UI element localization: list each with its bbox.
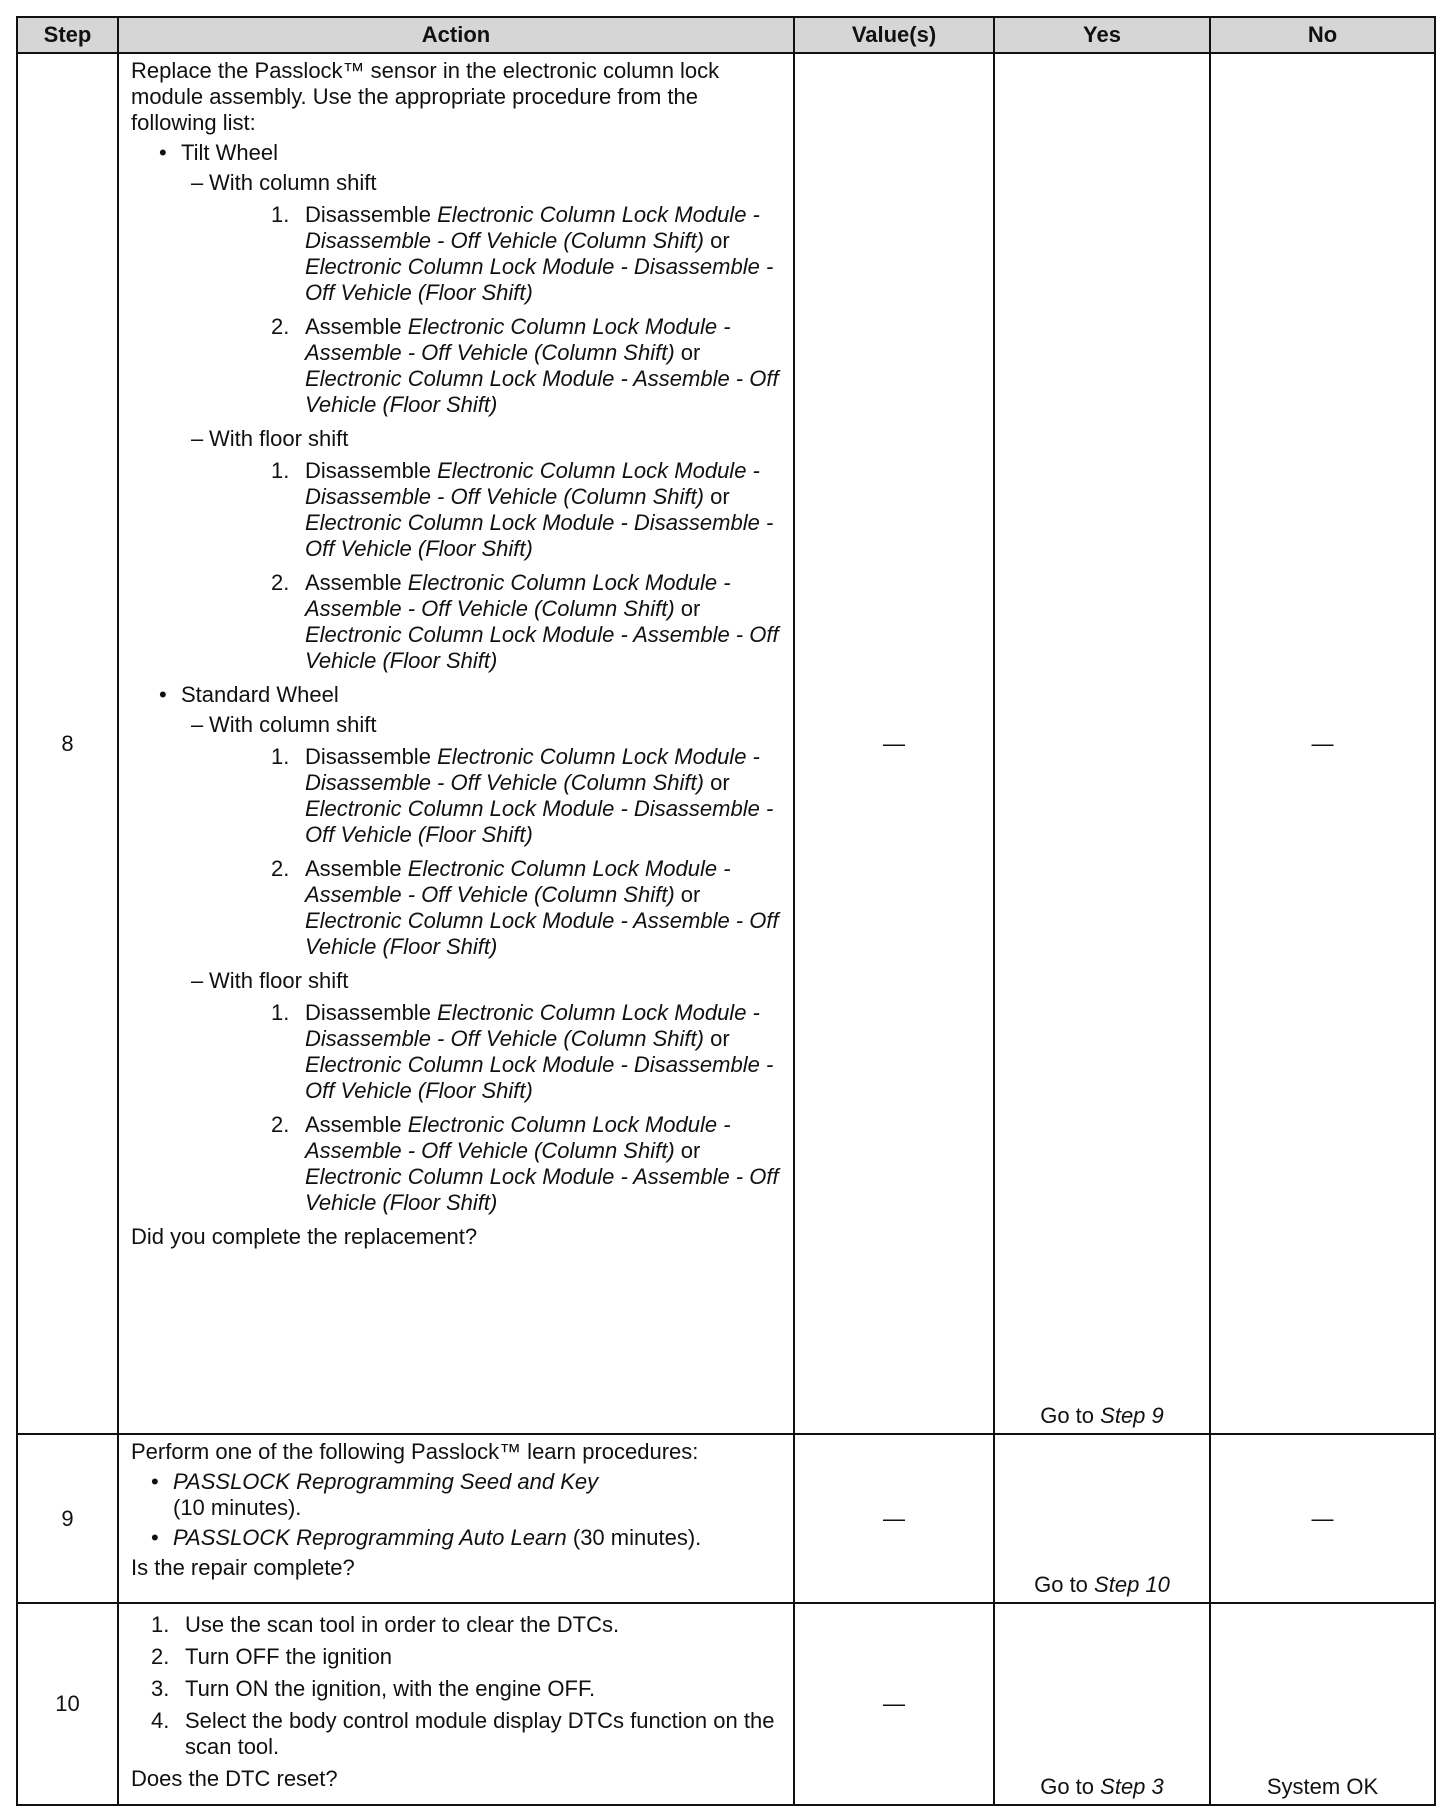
table-row-step-10 — [17, 1603, 1435, 1805]
goto-step-link[interactable]: Step 3 — [1100, 1774, 1164, 1799]
step-question: Does the DTC reset? — [131, 1766, 338, 1791]
step-question: Did you complete the replacement? — [131, 1224, 478, 1249]
no-cell: — — [1210, 53, 1435, 1434]
action-intro: Perform one of the following Passlock™ learn procedures: — [131, 1439, 699, 1464]
procedure-link[interactable]: Electronic Column Lock Module - Disassemble - Off Vehicle (Column Shift) — [305, 1000, 760, 1051]
goto-step-link[interactable]: Step 10 — [1094, 1572, 1170, 1597]
action-intro: Replace the Passlock™ sensor in the electronic column lock module assembly. Use the appropriate procedure from the following list: — [131, 58, 720, 135]
header-step: Step — [17, 17, 118, 53]
yes-cell: Go to Step 10 — [994, 1434, 1210, 1603]
procedure-link[interactable]: Electronic Column Lock Module - Disassemble - Off Vehicle (Floor Shift) — [305, 1052, 774, 1103]
yes-cell: Go to Step 3 — [994, 1603, 1210, 1805]
no-cell: System OK — [1210, 1603, 1435, 1805]
header-action: Action — [118, 17, 794, 53]
list-item: 2. Turn OFF the ignition — [151, 1644, 393, 1669]
no-cell: — — [1210, 1434, 1435, 1603]
header-yes: Yes — [994, 17, 1210, 53]
procedure-link[interactable]: Electronic Column Lock Module - Assemble - Off Vehicle (Column Shift) — [305, 314, 731, 365]
list-item: 4. Select the body control module display DTCs function on the scan tool. — [151, 1708, 775, 1759]
procedure-link[interactable]: Electronic Column Lock Module - Assemble - Off Vehicle (Floor Shift) — [305, 366, 779, 417]
step-number: 10 — [17, 1603, 118, 1805]
header-row — [17, 17, 1435, 53]
dash-column-shift: – With column shift — [191, 170, 781, 196]
table-row-step-9 — [17, 1434, 1435, 1603]
value-cell: — — [794, 53, 994, 1434]
header-values: Value(s) — [794, 17, 994, 53]
procedure-item: 1. Disassemble Electronic Column Lock Module - Disassemble - Off Vehicle (Column Shift) or Electronic Column Lock Module - Disassemble - Off Vehicle (Floor Shift) — [271, 202, 774, 305]
action-cell — [118, 1434, 794, 1603]
procedure-link[interactable]: Electronic Column Lock Module - Disassemble - Off Vehicle (Floor Shift) — [305, 796, 774, 847]
list-item: 1. Use the scan tool in order to clear the DTCs. — [151, 1612, 620, 1637]
diagnostic-table — [16, 16, 1436, 1806]
yes-cell: Go to Step 9 — [994, 53, 1210, 1434]
procedure-item: 2. Assemble Electronic Column Lock Module - Assemble - Off Vehicle (Column Shift) or Electronic Column Lock Module - Assemble - Off Vehicle (Floor Shift) — [271, 1112, 779, 1215]
dash-floor-shift: – With floor shift — [191, 426, 781, 452]
value-cell: — — [794, 1603, 994, 1805]
procedure-link[interactable]: Electronic Column Lock Module - Disassemble - Off Vehicle (Floor Shift) — [305, 510, 774, 561]
procedure-link[interactable]: Electronic Column Lock Module - Assemble - Off Vehicle (Column Shift) — [305, 1112, 731, 1163]
procedure-link[interactable]: Electronic Column Lock Module - Assemble - Off Vehicle (Floor Shift) — [305, 1164, 779, 1215]
dash-floor-shift: – With floor shift — [191, 968, 781, 994]
goto-step-link[interactable]: Step 9 — [1100, 1403, 1164, 1428]
value-cell: — — [794, 1434, 994, 1603]
procedure-link[interactable]: Electronic Column Lock Module - Assemble - Off Vehicle (Column Shift) — [305, 570, 731, 621]
procedure-item: 2. Assemble Electronic Column Lock Module - Assemble - Off Vehicle (Column Shift) or Electronic Column Lock Module - Assemble - Off Vehicle (Floor Shift) — [271, 856, 779, 959]
procedure-item: 2. Assemble Electronic Column Lock Module - Assemble - Off Vehicle (Column Shift) or Electronic Column Lock Module - Assemble - Off Vehicle (Floor Shift) — [271, 570, 779, 673]
table-row-step-8 — [17, 53, 1435, 1434]
bullet-tilt-wheel: • Tilt Wheel — [159, 140, 781, 166]
procedure-link[interactable]: Electronic Column Lock Module - Disassemble - Off Vehicle (Floor Shift) — [305, 254, 774, 305]
procedure-item: 1. Disassemble Electronic Column Lock Module - Disassemble - Off Vehicle (Column Shift) or Electronic Column Lock Module - Disassemble - Off Vehicle (Floor Shift) — [271, 1000, 774, 1103]
action-cell — [118, 1603, 794, 1805]
action-cell — [118, 53, 794, 1434]
bullet-item: • PASSLOCK Reprogramming Seed and Key (10 minutes). — [151, 1469, 781, 1521]
procedure-link[interactable]: Electronic Column Lock Module - Assemble - Off Vehicle (Column Shift) — [305, 856, 731, 907]
procedure-link[interactable]: PASSLOCK Reprogramming Seed and Key — [173, 1469, 599, 1494]
bullet-item: • PASSLOCK Reprogramming Auto Learn (30 minutes). — [151, 1525, 781, 1551]
step-number: 9 — [17, 1434, 118, 1603]
procedure-item: 1. Disassemble Electronic Column Lock Module - Disassemble - Off Vehicle (Column Shift) or Electronic Column Lock Module - Disassemble - Off Vehicle (Floor Shift) — [271, 744, 774, 847]
procedure-link[interactable]: PASSLOCK Reprogramming Auto Learn — [173, 1525, 567, 1550]
bullet-standard-wheel: • Standard Wheel — [159, 682, 781, 708]
procedure-link[interactable]: Electronic Column Lock Module - Assemble - Off Vehicle (Floor Shift) — [305, 908, 779, 959]
header-no: No — [1210, 17, 1435, 53]
procedure-link[interactable]: Electronic Column Lock Module - Assemble - Off Vehicle (Floor Shift) — [305, 622, 779, 673]
procedure-item: 2. Assemble Electronic Column Lock Module - Assemble - Off Vehicle (Column Shift) or Electronic Column Lock Module - Assemble - Off Vehicle (Floor Shift) — [271, 314, 779, 417]
procedure-link[interactable]: Electronic Column Lock Module - Disassemble - Off Vehicle (Column Shift) — [305, 458, 760, 509]
list-item: 3. Turn ON the ignition, with the engine OFF. — [151, 1676, 596, 1701]
procedure-link[interactable]: Electronic Column Lock Module - Disassemble - Off Vehicle (Column Shift) — [305, 202, 760, 253]
dash-column-shift: – With column shift — [191, 712, 781, 738]
step-question: Is the repair complete? — [131, 1555, 355, 1580]
procedure-item: 1. Disassemble Electronic Column Lock Module - Disassemble - Off Vehicle (Column Shift) or Electronic Column Lock Module - Disassemble - Off Vehicle (Floor Shift) — [271, 458, 774, 561]
procedure-link[interactable]: Electronic Column Lock Module - Disassemble - Off Vehicle (Column Shift) — [305, 744, 760, 795]
step-number: 8 — [17, 53, 118, 1434]
